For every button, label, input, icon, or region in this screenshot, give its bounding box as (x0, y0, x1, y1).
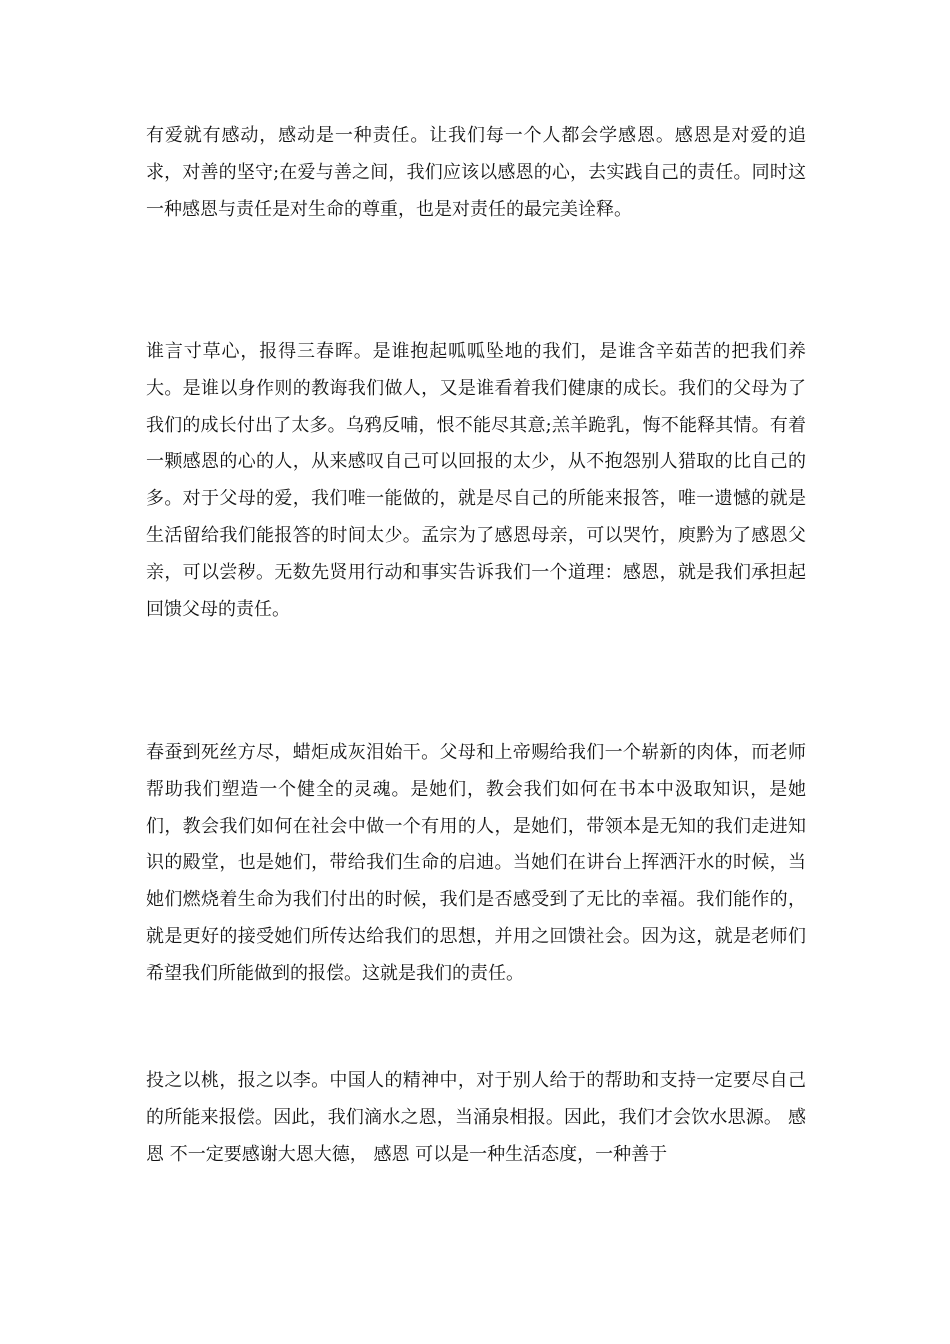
paragraph-teachers: 春蚕到死丝方尽，蜡炬成灰泪始干。父母和上帝赐给我们一个崭新的肉体，而老师帮助我们塑造一个健全的灵魂。是她们，教会我们如何在书本中汲取知识，是她们，教会我们如何在社会中做一个有用的人，是她们，带领本是无知的我们走进知识的殿堂，也是她们，带给我们生命的启迪。当她们在讲台上挥洒汗水的时候，当她们燃烧着生命为我们付出的时候，我们是否感受到了无比的幸福。我们能作的，就是更好的接受她们所传达给我们的思想，并用之回馈社会。因为这，就是老师们希望我们所能做到的报偿。这就是我们的责任。 (146, 742, 806, 984)
paragraph-parents-love: 谁言寸草心，报得三春晖。是谁抱起呱呱坠地的我们，是谁含辛茹苦的把我们养大。是谁以身作则的教诲我们做人，又是谁看着我们健康的成长。我们的父母为了我们的成长付出了太多。乌鸦反哺，恨不能尽其意;羔羊跪乳，悔不能释其情。有着一颗感恩的心的人，从来感叹自己可以回报的太少，从不抱怨别人猎取的比自己的多。对于父母的爱，我们唯一能做的，就是尽自己的所能来报答，唯一遗憾的就是生活留给我们能报答的时间太少。孟宗为了感恩母亲，可以哭竹，庾黔为了感恩父亲，可以尝秽。无数先贤用行动和事实告诉我们一个道理：感恩，就是我们承担起回馈父母的责任。 (146, 341, 806, 620)
paragraph-repay-kindness: 投之以桃，报之以李。中国人的精神中，对于别人给于的帮助和支持一定要尽自己的所能来报偿。因此，我们滴水之恩，当涌泉相报。因此，我们才会饮水思源。 感恩 不一定要感谢大恩大德， 感恩 可以是一种生活态度，一种善于 (146, 1070, 806, 1165)
paragraph-gratitude-responsibility: 有爱就有感动，感动是一种责任。让我们每一个人都会学感恩。感恩是对爱的追求，对善的坚守;在爱与善之间，我们应该以感恩的心，去实践自己的责任。同时这一种感恩与责任是对生命的尊重，也是对责任的最完美诠释。 (146, 125, 806, 220)
